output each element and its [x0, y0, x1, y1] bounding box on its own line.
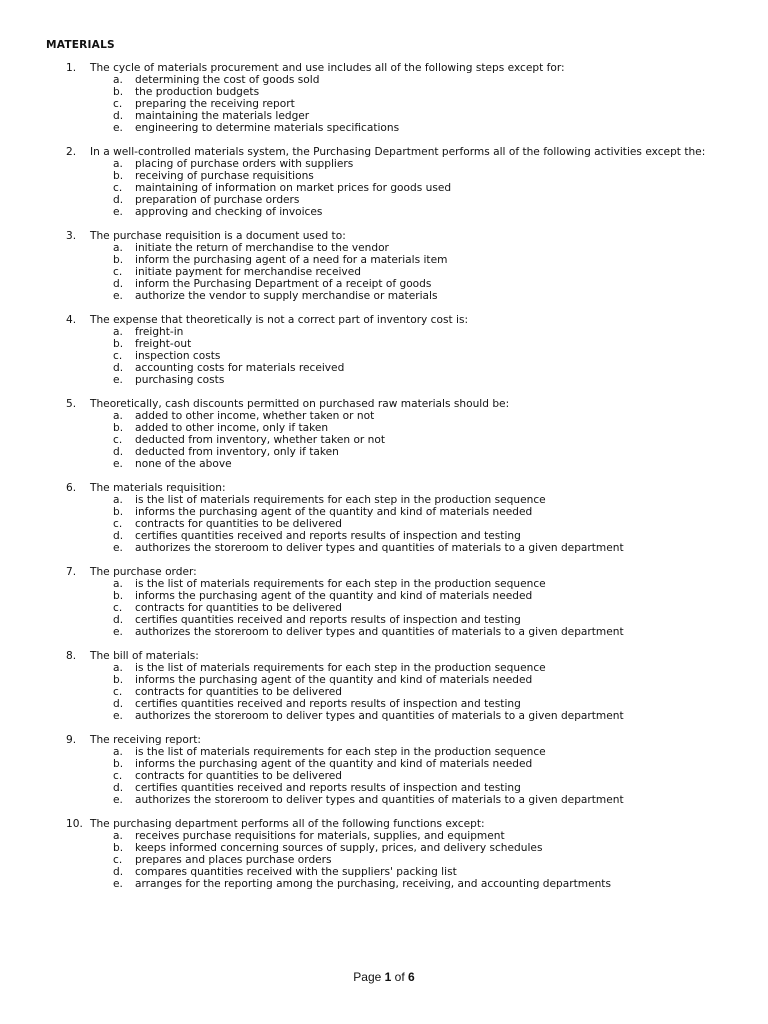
- option-letter: e.: [113, 290, 123, 302]
- option-letter: b.: [113, 338, 124, 350]
- answer-option: [113, 422, 726, 434]
- option-letter: e.: [113, 878, 123, 890]
- page-label: Page: [353, 970, 382, 984]
- question-text: Theoretically, cash discounts permitted on purchased raw materials should be:: [90, 398, 510, 410]
- option-letter: d.: [113, 110, 124, 122]
- option-letter: b.: [113, 86, 124, 98]
- answer-option: [113, 74, 726, 86]
- option-text: the production budgets: [135, 86, 260, 98]
- option-text: keeps informed concerning sources of supply, prices, and delivery schedules: [135, 842, 543, 854]
- option-text: informs the purchasing agent of the quantity and kind of materials needed: [135, 758, 533, 770]
- answer-option: [113, 410, 726, 422]
- answer-option: [113, 122, 726, 134]
- option-text: certifies quantities received and reports results of inspection and testing: [135, 614, 521, 626]
- answer-option: [113, 494, 726, 506]
- answer-option: [113, 326, 726, 338]
- page-title: MATERIALS: [46, 39, 115, 51]
- option-text: authorizes the storeroom to deliver types and quantities of materials to a given department: [135, 710, 624, 722]
- answer-option: [113, 602, 726, 614]
- option-letter: d.: [113, 362, 124, 374]
- answer-option: [113, 374, 726, 386]
- answer-option: [113, 110, 726, 122]
- option-letter: a.: [113, 326, 123, 338]
- answer-option: [113, 782, 726, 794]
- option-letter: b.: [113, 674, 124, 686]
- of-label: of: [394, 970, 405, 984]
- option-letter: a.: [113, 746, 123, 758]
- option-text: prepares and places purchase orders: [135, 854, 332, 866]
- question-item: [66, 818, 726, 890]
- option-list: [113, 158, 726, 218]
- option-letter: a.: [113, 410, 123, 422]
- option-text: inform the Purchasing Department of a receipt of goods: [135, 278, 432, 290]
- option-text: arranges for the reporting among the purchasing, receiving, and accounting departments: [135, 878, 611, 890]
- option-text: approving and checking of invoices: [135, 206, 323, 218]
- option-text: certifies quantities received and reports results of inspection and testing: [135, 698, 521, 710]
- option-text: certifies quantities received and reports results of inspection and testing: [135, 530, 521, 542]
- option-text: none of the above: [135, 458, 232, 470]
- question-row: [66, 230, 726, 242]
- option-list: [113, 830, 726, 890]
- question-text: The materials requisition:: [90, 482, 226, 494]
- option-text: informs the purchasing agent of the quantity and kind of materials needed: [135, 506, 533, 518]
- page-current: 1: [384, 970, 392, 984]
- option-text: authorizes the storeroom to deliver types and quantities of materials to a given department: [135, 794, 624, 806]
- option-text: authorize the vendor to supply merchandise or materials: [135, 290, 438, 302]
- option-text: contracts for quantities to be delivered: [135, 602, 342, 614]
- question-number: 7.: [66, 566, 77, 578]
- question-row: [66, 818, 726, 830]
- option-letter: b.: [113, 590, 124, 602]
- option-letter: c.: [113, 350, 123, 362]
- answer-option: [113, 710, 726, 722]
- option-text: inform the purchasing agent of a need for a materials item: [135, 254, 448, 266]
- option-letter: a.: [113, 830, 123, 842]
- option-letter: c.: [113, 518, 123, 530]
- option-letter: a.: [113, 578, 123, 590]
- answer-option: [113, 698, 726, 710]
- option-text: freight-out: [135, 338, 192, 350]
- option-letter: c.: [113, 266, 123, 278]
- option-letter: b.: [113, 254, 124, 266]
- question-row: [66, 62, 726, 74]
- question-number: 8.: [66, 650, 77, 662]
- option-letter: b.: [113, 758, 124, 770]
- question-text: The purchase requisition is a document used to:: [90, 230, 346, 242]
- option-letter: a.: [113, 158, 123, 170]
- option-text: purchasing costs: [135, 374, 225, 386]
- question-text: The cycle of materials procurement and use includes all of the following steps except for:: [90, 62, 565, 74]
- answer-option: [113, 290, 726, 302]
- option-letter: c.: [113, 686, 123, 698]
- question-text: The expense that theoretically is not a correct part of inventory cost is:: [90, 314, 469, 326]
- option-letter: c.: [113, 770, 123, 782]
- question-item: [66, 650, 726, 722]
- question-text: The purchase order:: [90, 566, 197, 578]
- question-item: [66, 230, 726, 302]
- option-text: deducted from inventory, only if taken: [135, 446, 339, 458]
- answer-option: [113, 878, 726, 890]
- option-text: deducted from inventory, whether taken or not: [135, 434, 386, 446]
- page-total: 6: [408, 970, 415, 984]
- option-letter: d.: [113, 866, 124, 878]
- option-letter: b.: [113, 422, 124, 434]
- option-letter: c.: [113, 98, 123, 110]
- answer-option: [113, 170, 726, 182]
- answer-option: [113, 278, 726, 290]
- question-item: [66, 314, 726, 386]
- question-row: [66, 734, 726, 746]
- option-letter: e.: [113, 542, 123, 554]
- question-text: The receiving report:: [90, 734, 201, 746]
- answer-option: [113, 758, 726, 770]
- option-letter: b.: [113, 842, 124, 854]
- question-number: 2.: [66, 146, 77, 158]
- answer-option: [113, 458, 726, 470]
- option-letter: b.: [113, 506, 124, 518]
- option-list: [113, 410, 726, 470]
- option-letter: e.: [113, 206, 123, 218]
- option-text: informs the purchasing agent of the quantity and kind of materials needed: [135, 590, 533, 602]
- answer-option: [113, 242, 726, 254]
- option-letter: e.: [113, 122, 123, 134]
- question-list: [66, 62, 726, 902]
- option-letter: c.: [113, 854, 123, 866]
- answer-option: [113, 350, 726, 362]
- answer-option: [113, 206, 726, 218]
- answer-option: [113, 746, 726, 758]
- option-text: is the list of materials requirements for each step in the production sequence: [135, 578, 546, 590]
- option-text: added to other income, whether taken or not: [135, 410, 375, 422]
- option-text: inspection costs: [135, 350, 221, 362]
- option-text: receives purchase requisitions for materials, supplies, and equipment: [135, 830, 505, 842]
- answer-option: [113, 182, 726, 194]
- answer-option: [113, 830, 726, 842]
- question-item: [66, 734, 726, 806]
- option-text: preparation of purchase orders: [135, 194, 300, 206]
- answer-option: [113, 770, 726, 782]
- option-letter: d.: [113, 446, 124, 458]
- option-list: [113, 578, 726, 638]
- option-text: compares quantities received with the suppliers' packing list: [135, 866, 457, 878]
- question-text: In a well-controlled materials system, the Purchasing Department performs all of the following activities except the:: [90, 146, 706, 158]
- option-list: [113, 326, 726, 386]
- option-letter: a.: [113, 242, 123, 254]
- option-text: preparing the receiving report: [135, 98, 295, 110]
- question-text: The bill of materials:: [90, 650, 199, 662]
- answer-option: [113, 578, 726, 590]
- option-text: added to other income, only if taken: [135, 422, 329, 434]
- answer-option: [113, 434, 726, 446]
- option-letter: d.: [113, 194, 124, 206]
- question-row: [66, 482, 726, 494]
- answer-option: [113, 518, 726, 530]
- answer-option: [113, 590, 726, 602]
- option-text: contracts for quantities to be delivered: [135, 770, 342, 782]
- option-letter: b.: [113, 170, 124, 182]
- question-number: 10.: [66, 818, 83, 830]
- question-number: 6.: [66, 482, 77, 494]
- question-item: [66, 62, 726, 134]
- answer-option: [113, 158, 726, 170]
- option-list: [113, 662, 726, 722]
- option-text: is the list of materials requirements for each step in the production sequence: [135, 494, 546, 506]
- option-list: [113, 74, 726, 134]
- option-letter: e.: [113, 710, 123, 722]
- question-number: 4.: [66, 314, 77, 326]
- question-number: 5.: [66, 398, 77, 410]
- option-list: [113, 746, 726, 806]
- answer-option: [113, 686, 726, 698]
- option-letter: d.: [113, 278, 124, 290]
- answer-option: [113, 626, 726, 638]
- question-number: 3.: [66, 230, 77, 242]
- option-list: [113, 494, 726, 554]
- question-item: [66, 482, 726, 554]
- option-text: initiate the return of merchandise to the vendor: [135, 242, 389, 254]
- option-letter: d.: [113, 614, 124, 626]
- option-text: maintaining of information on market prices for goods used: [135, 182, 452, 194]
- option-letter: d.: [113, 698, 124, 710]
- option-text: determining the cost of goods sold: [135, 74, 320, 86]
- question-item: [66, 398, 726, 470]
- question-number: 9.: [66, 734, 77, 746]
- option-letter: c.: [113, 602, 123, 614]
- option-text: certifies quantities received and reports results of inspection and testing: [135, 782, 521, 794]
- option-text: maintaining the materials ledger: [135, 110, 310, 122]
- answer-option: [113, 854, 726, 866]
- question-row: [66, 650, 726, 662]
- option-letter: c.: [113, 182, 123, 194]
- answer-option: [113, 794, 726, 806]
- option-text: is the list of materials requirements for each step in the production sequence: [135, 746, 546, 758]
- option-letter: a.: [113, 662, 123, 674]
- answer-option: [113, 506, 726, 518]
- answer-option: [113, 194, 726, 206]
- answer-option: [113, 98, 726, 110]
- option-letter: a.: [113, 74, 123, 86]
- option-text: initiate payment for merchandise received: [135, 266, 361, 278]
- option-letter: d.: [113, 530, 124, 542]
- option-letter: e.: [113, 374, 123, 386]
- answer-option: [113, 842, 726, 854]
- answer-option: [113, 338, 726, 350]
- answer-option: [113, 86, 726, 98]
- question-row: [66, 566, 726, 578]
- question-row: [66, 398, 726, 410]
- answer-option: [113, 362, 726, 374]
- question-item: [66, 566, 726, 638]
- option-letter: e.: [113, 458, 123, 470]
- page-footer: [0, 971, 768, 983]
- option-text: authorizes the storeroom to deliver types and quantities of materials to a given department: [135, 542, 624, 554]
- option-letter: e.: [113, 794, 123, 806]
- option-text: contracts for quantities to be delivered: [135, 518, 342, 530]
- option-text: contracts for quantities to be delivered: [135, 686, 342, 698]
- question-text: The purchasing department performs all of the following functions except:: [90, 818, 485, 830]
- option-letter: e.: [113, 626, 123, 638]
- option-text: engineering to determine materials specifications: [135, 122, 400, 134]
- question-row: [66, 314, 726, 326]
- option-text: authorizes the storeroom to deliver types and quantities of materials to a given department: [135, 626, 624, 638]
- option-text: accounting costs for materials received: [135, 362, 345, 374]
- option-text: receiving of purchase requisitions: [135, 170, 314, 182]
- option-letter: a.: [113, 494, 123, 506]
- answer-option: [113, 542, 726, 554]
- answer-option: [113, 674, 726, 686]
- option-letter: c.: [113, 434, 123, 446]
- answer-option: [113, 446, 726, 458]
- option-text: informs the purchasing agent of the quantity and kind of materials needed: [135, 674, 533, 686]
- answer-option: [113, 254, 726, 266]
- option-text: is the list of materials requirements for each step in the production sequence: [135, 662, 546, 674]
- answer-option: [113, 266, 726, 278]
- answer-option: [113, 530, 726, 542]
- question-number: 1.: [66, 62, 77, 74]
- answer-option: [113, 866, 726, 878]
- answer-option: [113, 662, 726, 674]
- question-item: [66, 146, 726, 218]
- option-text: freight-in: [135, 326, 184, 338]
- question-row: [66, 146, 726, 158]
- option-text: placing of purchase orders with suppliers: [135, 158, 354, 170]
- option-list: [113, 242, 726, 302]
- answer-option: [113, 614, 726, 626]
- option-letter: d.: [113, 782, 124, 794]
